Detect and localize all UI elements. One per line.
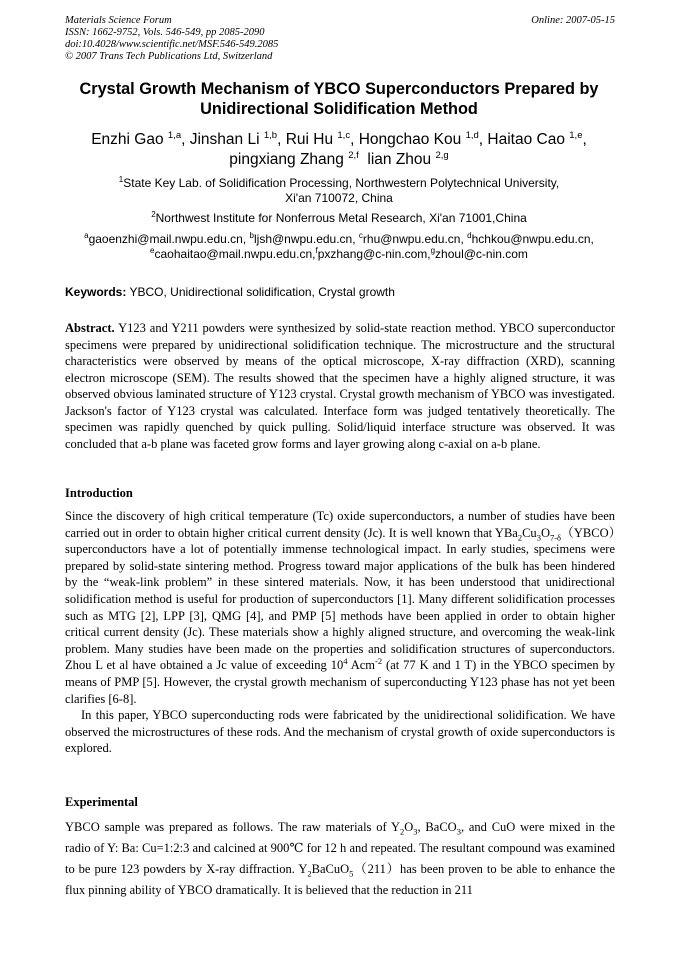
author-name: , Haitao Cao [478, 131, 565, 148]
author-sep: , [582, 131, 587, 148]
section-heading-experimental: Experimental [65, 795, 138, 809]
subscript: 2 [517, 532, 523, 543]
text-run: BaCuO [311, 862, 350, 876]
text-run: YBCO sample was prepared as follows. The raw materials of Y [65, 820, 400, 834]
paper-title [40, 79, 638, 119]
text-run: Acm [347, 658, 376, 673]
email-link[interactable]: rhu@nwpu.edu.cn, [362, 232, 464, 246]
author-name: , Hongchao Kou [350, 131, 462, 148]
text-run: (at 77 K and 1 T) in the YBCO specimen by means of PMP [5]. However, the crystal growth mechanism of superconducting Y123 phase has not yet been clarifies [6-8]. [65, 658, 616, 706]
email-mark: e [150, 246, 155, 255]
abstract-label: Abstract. [65, 321, 115, 335]
text-run: Cu [522, 525, 537, 540]
text-run: , and CuO were mixed in the radio of Y: Ba: Cu=1:2:3 and calcined at 900℃ for 12 h and repeated. The resultant compound was examined to be pure 123 powders by X-ray diffraction. Y [65, 820, 615, 876]
affiliation-2 [40, 211, 638, 226]
text-run: （211）has been proven to be able to enhance the flux pinning ability of YBCO dramatically. It is believed that the reduction in 211 [65, 862, 615, 897]
running-header [65, 15, 615, 63]
superscript: -2 [375, 656, 383, 667]
intro-paragraph-2: In this paper, YBCO superconducting rods were fabricated by the unidirectional solidification. We have observed the microstructures of these rods. And the mechanism of crystal growth of oxide superconductors is explored. [65, 708, 615, 756]
author-line-1 [40, 130, 638, 150]
online-date: Online: 2007-05-15 [531, 15, 615, 26]
subscript: 5 [349, 868, 354, 879]
email-mark: f [315, 246, 318, 255]
experimental-body [65, 817, 615, 901]
text-run: Since the discovery of high critical temperature (Tc) oxide superconductors, a number of studies have been carried out in order to obtain higher critical current density (Jc). It is well known that YBa [65, 509, 615, 540]
email-link[interactable]: zhoul@c-nin.com [435, 247, 528, 261]
email-mark: b [249, 231, 254, 240]
email-mark: g [430, 246, 436, 255]
title-line-2: Unidirectional Solidification Method [200, 100, 478, 118]
text-run: O [404, 820, 414, 834]
email-link[interactable]: gaoenzhi@mail.nwpu.edu.cn, [88, 232, 247, 246]
author-mark: 2,f [348, 149, 359, 161]
email-mark: a [84, 231, 89, 240]
subscript: 2 [307, 868, 312, 879]
author-mark: 1,e [569, 129, 583, 141]
abstract-text: Y123 and Y211 powders were synthesized by solid-state reaction method. YBCO superconductor specimens were prepared by unidirectional solidification technique. The microstructure and the structural characteristics were observed by means of the optical microscope, X-ray diffraction (XRD), scanning electron microscope (SEM). The results showed that the specimen have a highly aligned structure, it was observed obvious laminated structure of Y123 crystal. Crystal growth mechanism of YBCO was investigated. Jackson's factor of Y123 crystal was calculated. Interface form was judged tentatively theoretically. The specimen was rapidly quenched by quick pulling. Solid/liquid interface structure was observed. It was concluded that a-b plane was faceted grow forms and layer growing along c-axial on a-b plane. [65, 321, 615, 451]
keywords-label: Keywords: [65, 285, 127, 299]
affil-text: Xi'an 710072, China [285, 191, 393, 205]
author-mark: 1,b [263, 129, 278, 141]
text-run: O [540, 525, 550, 540]
subscript: 3 [413, 826, 418, 837]
author-name: , Rui Hu [277, 131, 334, 148]
superscript: 4 [343, 656, 348, 667]
author-mark: 1,c [337, 129, 351, 141]
keywords [65, 285, 615, 299]
text-run: （YBCO）superconductors have a lot of potentially immense technological impact. In early studies, specimens were prepared by solid-state sintering method. Progress toward major applications of the bulk has been hindered by the “weak-link problem” in these sintered materials. Now, it has been understood that unidirectional solidification method is useful for production of superconductors [1]. Many different solidification processes such as MTG [2], LPP [3], QMG [4], and PMP [5] methods have been applied in order to obtain higher critical current density (Jc). These materials show a highly aligned structure, and overcoming the weak-link problem. Many studies have been made on the properties and solidification structures of superconductors. Zhou L et al have obtained a Jc value of exceeding 10 [65, 525, 615, 673]
text-run: , BaCO [417, 820, 457, 834]
doi-line[interactable]: doi:10.4028/www.scientific.net/MSF.546-549.2085 [65, 39, 279, 50]
subscript: 3 [456, 826, 461, 837]
email-mark: d [467, 231, 472, 240]
affiliation-1 [40, 176, 638, 206]
subscript: 3 [536, 532, 541, 543]
affil-text: Northwest Institute for Nonferrous Metal Research, Xi'an 71001,China [155, 211, 527, 225]
affil-mark: 2 [151, 210, 156, 219]
journal-name: Materials Science Forum [65, 15, 172, 26]
author-list [40, 130, 638, 170]
email-mark: c [358, 231, 363, 240]
affil-mark: 1 [118, 175, 124, 184]
subscript: 7-δ [549, 532, 562, 543]
issn-line: ISSN: 1662-9752, Vols. 546-549, pp 2085-2090 [65, 27, 265, 38]
author-mark: 1,d [465, 129, 479, 141]
copyright-line: © 2007 Trans Tech Publications Ltd, Switzerland [65, 51, 273, 62]
keywords-text: YBCO, Unidirectional solidification, Crystal growth [126, 285, 395, 299]
email-link[interactable]: ljsh@nwpu.edu.cn, [253, 232, 356, 246]
section-heading-introduction: Introduction [65, 486, 133, 500]
abstract [65, 320, 615, 452]
subscript: 2 [399, 826, 405, 837]
introduction-body [65, 508, 615, 757]
affil-text: State Key Lab. of Solidification Processing, Northwestern Polytechnical University, [123, 176, 560, 190]
email-list [40, 232, 638, 262]
author-mark: 2,g [435, 149, 449, 161]
intro-paragraph-1 [65, 508, 615, 707]
email-link[interactable]: caohaitao@mail.nwpu.edu.cn, [154, 247, 316, 261]
author-name: pingxiang Zhang [229, 151, 344, 168]
title-line-1: Crystal Growth Mechanism of YBCO Superconductors Prepared by [79, 80, 599, 98]
author-mark: 1,a [167, 129, 182, 141]
author-name: , Jinshan Li [181, 131, 260, 148]
author-name: Enzhi Gao [91, 131, 164, 148]
author-name: lian Zhou [367, 151, 432, 168]
email-link[interactable]: pxzhang@c-nin.com, [317, 247, 431, 261]
email-link[interactable]: hchkou@nwpu.edu.cn, [471, 232, 594, 246]
author-line-2 [40, 150, 638, 170]
